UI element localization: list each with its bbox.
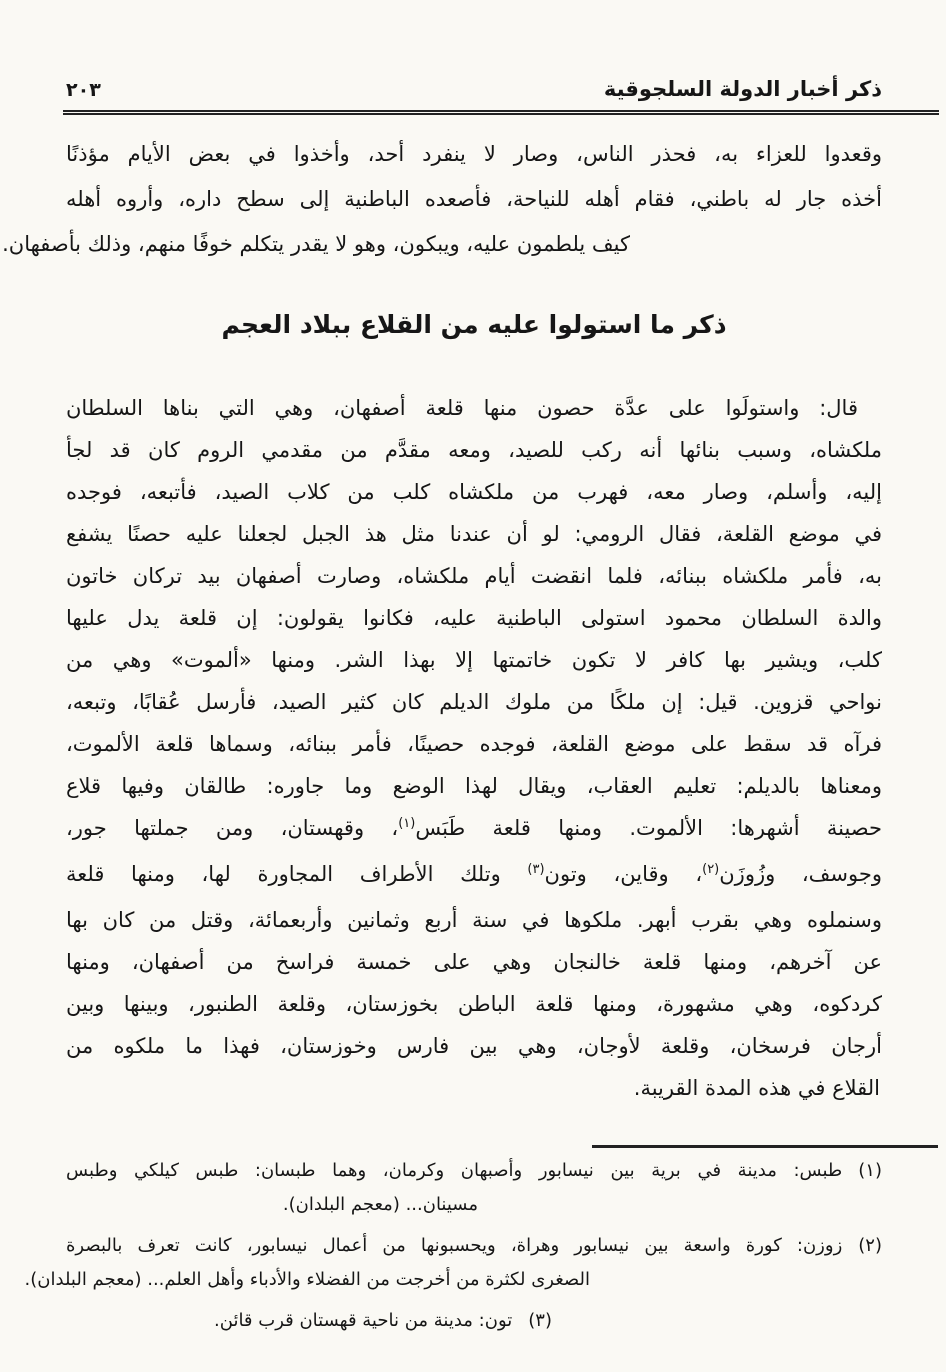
text-segment: وجوسف، وزُوزَن — [719, 862, 882, 886]
text-segment: وتلك الأطراف المجاورة لها، ومنها قلعة — [66, 862, 528, 886]
text-segment: إليه، وأسلم، وصار معه، فهرب من ملكشاه كلب من كلاب الصيد، فأتبعه، فوجده — [66, 480, 882, 504]
footnote-marker: (١) — [398, 816, 416, 831]
text-line — [66, 429, 882, 471]
text-line — [66, 132, 882, 177]
text-line — [66, 555, 882, 597]
footnote-marker: (٢) — [702, 862, 720, 877]
text-line — [66, 1067, 882, 1109]
text-line — [66, 899, 882, 941]
text-line — [66, 387, 882, 429]
text-line — [66, 983, 882, 1025]
text-segment: والدة السلطان محمود استولى الباطنية عليه، فكانوا يقولون: إن قلعة يدل عليها — [66, 606, 882, 630]
footnote-marker: (٣) — [527, 862, 545, 877]
footnote — [66, 1154, 882, 1222]
text-segment: وقعدوا للعزاء به، فحذر الناس، وصار لا ينفرد أحد، وأخذوا في بعض الأيام مؤذنًا — [66, 142, 882, 166]
text-line — [66, 471, 882, 513]
text-line — [66, 681, 882, 723]
text-segment: ، وقهستان، ومن جملتها جور، — [66, 816, 399, 840]
text-segment: قال: واستولَوا على عدَّة حصون منها قلعة أصفهان، وهي التي بناها السلطان — [66, 396, 858, 420]
footnote-number: (٢) — [858, 1235, 882, 1256]
text-segment: ، وقاين، وتون — [544, 862, 703, 886]
footnotes — [24, 1154, 882, 1338]
text-line — [66, 807, 882, 853]
footnote-text: تون: مدينة من ناحية قهستان قرب قائن. — [214, 1310, 513, 1331]
running-title: ذكر أخبار الدولة السلجوقية — [603, 77, 882, 101]
text-segment: حصينة أشهرها: الألموت. ومنها قلعة طَبَس — [415, 816, 882, 840]
footnote-line — [66, 1304, 882, 1338]
footnote-line — [66, 1229, 882, 1263]
text-line — [66, 941, 882, 983]
text-segment: ملكشاه، وسبب بنائها أنه ركب للصيد، ومعه مقدَّم من مقدمي الروم كان قد لجأ — [66, 438, 882, 462]
text-segment: أخذه جار له باطني، فقام أهله للنياحة، فأصعده الباطنية إلى سطح داره، وأروه أهله — [66, 187, 882, 211]
footnote-number: (٣) — [528, 1310, 552, 1331]
text-line — [66, 639, 882, 681]
text-line — [66, 177, 882, 222]
footnote-line — [66, 1154, 882, 1188]
header-rule — [63, 110, 939, 115]
text-segment: فرآه قد سقط على موضع القلعة، فوجده حصينًا، فأمر ببنائه، وسماها قلعة الألموت، — [66, 732, 882, 756]
footnote-rule — [592, 1145, 938, 1148]
page-number: ٢٠٣ — [66, 79, 101, 101]
footnote-text: زوزن: كورة واسعة بين نيسابور وهراة، ويحسبونها من أعمال نيسابور، كانت تعرف بالبصرة — [66, 1235, 843, 1256]
text-line — [66, 1025, 882, 1067]
text-line — [66, 765, 882, 807]
page-header — [66, 76, 882, 103]
text-line — [66, 597, 882, 639]
section-heading: ذكر ما استولوا عليه من القلاع ببلاد العجم — [221, 310, 727, 339]
footnote — [24, 1229, 882, 1297]
text-segment: كيف يلطمون عليه، ويبكون، وهو لا يقدر يتكلم خوفًا منهم، وذلك بأصفهان. — [2, 232, 630, 256]
footnote-line: مسينان... (معجم البلدان). — [282, 1194, 478, 1215]
text-line — [66, 513, 882, 555]
intro-paragraph — [2, 132, 882, 267]
text-segment: كردكوه، وهي مشهورة، ومنها قلعة الباطن بخوزستان، وقلعة الطنبور، وبينها وبين — [66, 992, 882, 1016]
text-segment: به، فأمر ملكشاه ببنائه، فلما انقضت أيام ملكشاه، وصارت أصفهان بيد تركان خاتون — [66, 564, 882, 588]
text-segment: في موضع القلعة، فقال الرومي: لو أن عندنا مثل هذ الجبل لجعلنا عليه حصنًا يشفع — [66, 522, 882, 546]
footnote-text: طبس: مدينة في برية بين نيسابور وأصبهان وكرمان، وهما طبسان: طبس كيلكي وطبس — [66, 1160, 843, 1181]
text-line — [66, 853, 882, 899]
footnote — [66, 1304, 882, 1338]
text-segment: أرجان فرسخان، وقلعة لأوجان، وهي بين فارس وخوزستان، فهذا ما ملكوه من — [66, 1034, 882, 1058]
text-segment: ومعناها بالديلم: تعليم العقاب، ويقال لهذا الوضع وما جاوره: طالقان وفيها قلاع — [66, 774, 882, 798]
footnote-line: الصغرى لكثرة من أخرجت من الفضلاء والأدباء وأهل العلم... (معجم البلدان). — [24, 1269, 590, 1290]
text-segment: وسنملوه وهي بقرب أبهر. ملكوها في سنة أربع وثمانين وأربعمائة، وقتل من كان بها — [66, 908, 882, 932]
text-line — [2, 222, 882, 267]
text-segment: القلاع في هذه المدة القريبة. — [633, 1076, 880, 1100]
text-segment: عن آخرهم، ومنها قلعة خالنجان وهي على خمسة فراسخ من أصفهان، ومنها — [66, 950, 882, 974]
main-paragraph — [66, 387, 882, 1109]
text-segment: نواحي قزوين. قيل: إن ملكًا من ملوك الديلم كان كثير الصيد، فأرسل عُقابًا، وتبعه، — [66, 690, 882, 714]
text-segment: كلب، ويشير بها كافر لا تكون خاتمتها إلا بهذا الشر. ومنها «ألموت» وهي من — [66, 648, 882, 672]
footnote-number: (١) — [858, 1160, 882, 1181]
text-line — [66, 723, 882, 765]
